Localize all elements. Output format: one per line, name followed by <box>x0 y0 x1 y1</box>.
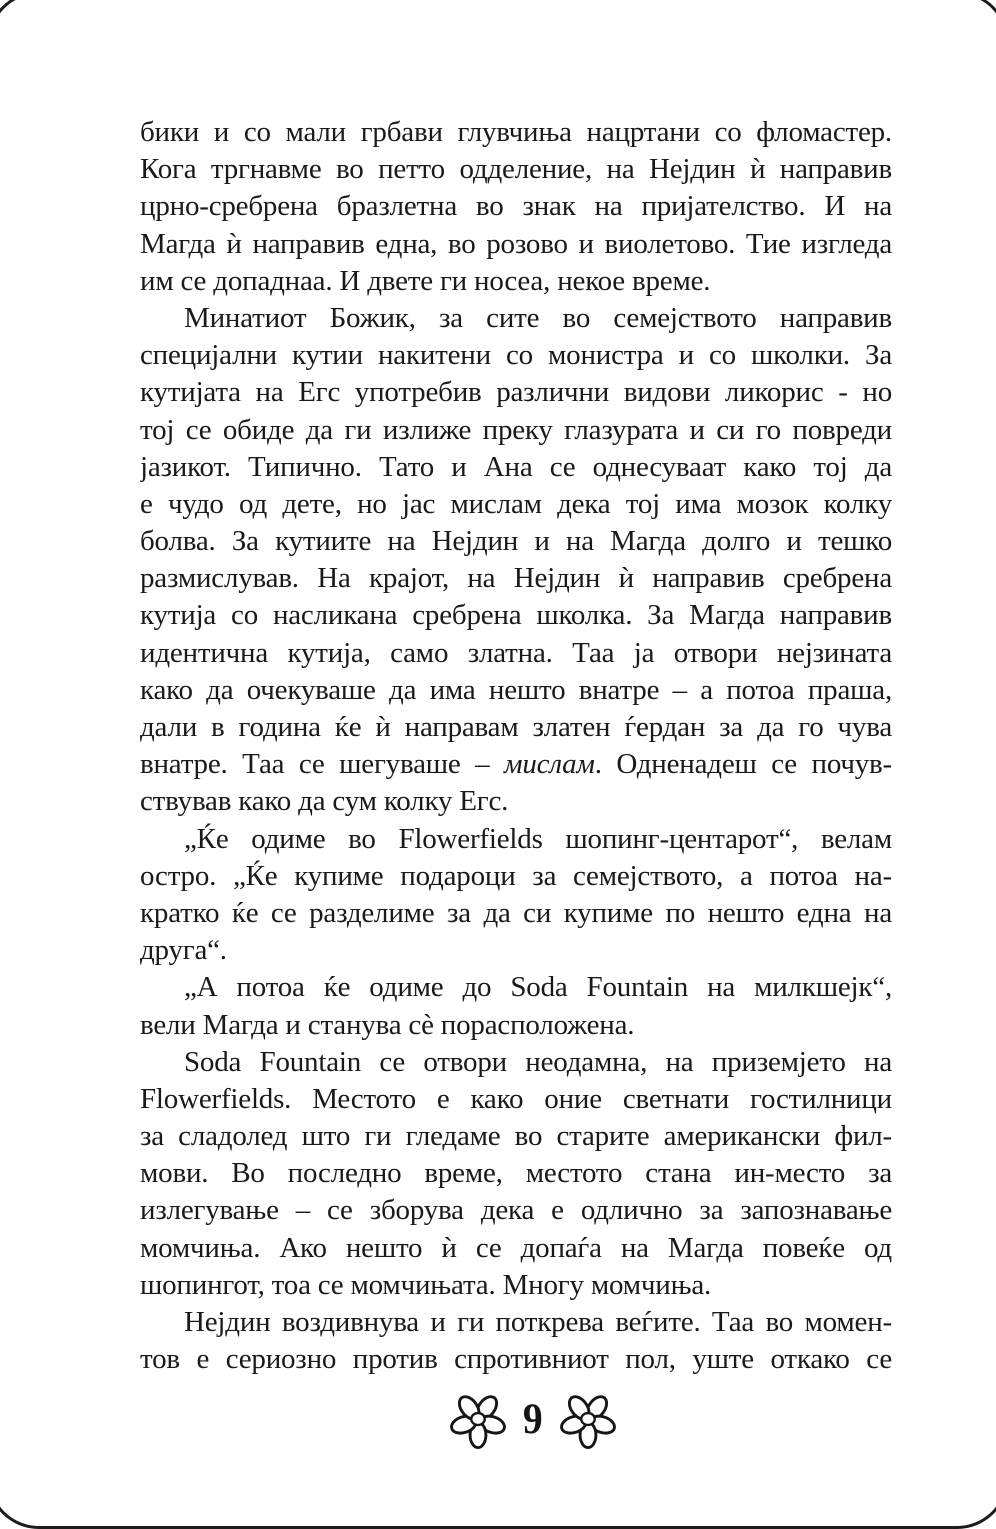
text-segment: мови. Во последно време, местото стана ин-место за <box>140 1157 892 1190</box>
text-line <box>140 188 892 225</box>
text-segment: тов е сериозно против спротивниот пол, уште откако се <box>140 1343 892 1376</box>
text-line <box>140 1230 892 1267</box>
text-segment: Минатиот Божик, за сите во семејството направив <box>184 301 892 334</box>
text-line <box>140 226 892 263</box>
text-line <box>140 114 892 151</box>
text-line <box>140 560 892 597</box>
text-line <box>140 672 892 709</box>
text-segment: болва. За кутиите на Нејдин и на Магда долго и тешко <box>140 525 892 558</box>
text-segment: „А потоа ќе одиме до Soda Fountain на милкшејк“, <box>184 971 892 1004</box>
text-segment: остро. „Ќе купиме подароци за семејството, а потоа на- <box>140 859 892 892</box>
text-segment: кутијата на Егс употребив различни видови ликорис - но <box>140 376 892 409</box>
text-segment: размислував. На крајот, на Нејдин ѝ направив сребрена <box>140 562 892 595</box>
text-line <box>140 597 892 634</box>
text-segment: ствував како да сум колку Егс. <box>140 785 509 818</box>
text-segment: шопингот, тоа се момчињата. Многу момчиња. <box>140 1268 712 1301</box>
text-segment: бики и со мали грбави глувчиња нацртани со фломастер. <box>140 116 892 148</box>
text-line <box>140 858 892 895</box>
text-segment: излегување – се зборува дека е одлично за запознавање <box>140 1194 892 1227</box>
text-line <box>140 895 892 932</box>
text-line <box>140 1155 892 1192</box>
text-segment: Магда ѝ направив една, во розово и виолетово. Тие изгледа <box>140 227 892 260</box>
italic-text: мислам <box>504 748 595 781</box>
text-line <box>140 746 892 783</box>
text-segment: дали в година ќе ѝ направам златен ѓердан за да го чува <box>140 711 892 743</box>
text-segment: Flowerfields. Местото е како оние светнати гостилници <box>140 1082 892 1115</box>
text-segment: момчиња. Ако нешто ѝ се допаѓа на Магда повеќе од <box>140 1231 892 1264</box>
text-line <box>140 1267 892 1304</box>
text-line <box>140 412 892 449</box>
text-segment: Soda Fountain се отвори неодамна, на приземјето на <box>184 1045 892 1078</box>
text-segment: тој се обиде да ги излиже преку глазурата и си го повреди <box>140 413 892 446</box>
text-segment: . Одненадеш се почув- <box>594 748 892 781</box>
text-line <box>140 1007 892 1044</box>
page-footer <box>140 1390 892 1450</box>
text-line <box>140 1118 892 1155</box>
text-line <box>140 374 892 411</box>
text-line <box>140 300 892 337</box>
text-line <box>140 709 892 746</box>
flower-icon <box>559 1390 617 1450</box>
text-segment: им се допаднаа. И двете ги носеа, некое време. <box>140 264 711 297</box>
text-line <box>140 969 892 1006</box>
text-segment: е чудо од дете, но јас мислам дека тој има мозок колку <box>140 487 892 520</box>
text-segment: „Ќе одиме во Flowerfields шопинг-центарот“, велам <box>184 822 892 855</box>
text-line <box>140 783 892 820</box>
text-line <box>140 1192 892 1229</box>
text-segment: црно-сребрена бразлетна во знак на пријателство. И на <box>140 190 892 223</box>
text-segment: кутија со насликана сребрена школка. За Магда направив <box>140 599 892 632</box>
text-line <box>140 486 892 523</box>
text-segment: за сладолед што ги гледаме во старите американски фил- <box>140 1120 892 1153</box>
text-line <box>140 1304 892 1341</box>
page-number: 9 <box>523 1396 543 1443</box>
text-line <box>140 821 892 858</box>
text-line <box>140 932 892 969</box>
text-segment: друга“. <box>140 934 227 967</box>
text-line <box>140 449 892 486</box>
text-line <box>140 151 892 188</box>
text-segment: идентична кутија, само златна. Таа ја отвори нејзината <box>140 636 892 669</box>
text-line <box>140 1341 892 1378</box>
text-line <box>140 263 892 300</box>
text-segment: Нејдин воздивнува и ги поткрева веѓите. Таа во момен- <box>184 1306 892 1338</box>
text-line <box>140 523 892 560</box>
text-line <box>140 1044 892 1081</box>
page-text <box>140 114 892 1378</box>
text-segment: Кога тргнавме во петто одделение, на Нејдин ѝ направив <box>140 153 892 186</box>
text-line <box>140 1081 892 1118</box>
text-segment: јазикот. Типично. Тато и Ана се однесуваат како тој да <box>140 450 892 483</box>
text-segment: вели Магда и станува сѐ порасположена. <box>140 1008 635 1041</box>
text-segment: како да очекуваше да има нешто внатре – а потоа праша, <box>140 673 892 706</box>
text-segment: внатре. Таа се шегуваше – <box>140 748 505 781</box>
flower-icon <box>449 1390 507 1450</box>
text-line <box>140 337 892 374</box>
text-segment: специјални кутии накитени со монистра и со школки. За <box>140 339 892 372</box>
text-line <box>140 635 892 672</box>
text-segment: кратко ќе се разделиме за да си купиме по нешто една на <box>140 896 892 929</box>
